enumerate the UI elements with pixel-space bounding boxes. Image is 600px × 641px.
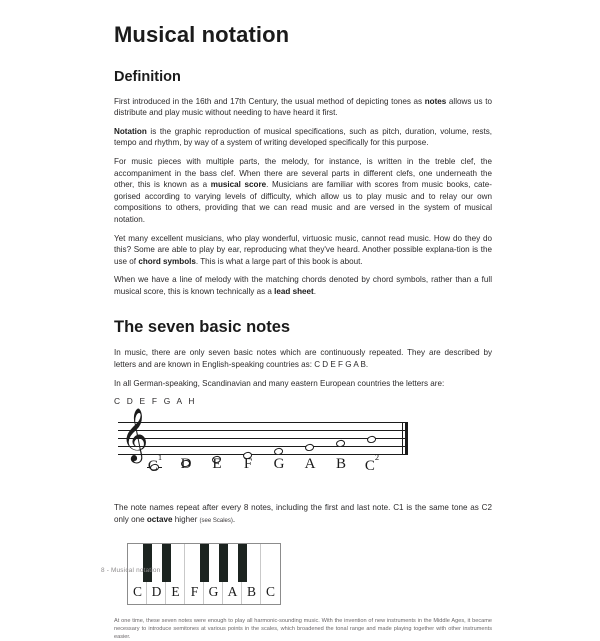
emphasis-term: Notation [114, 126, 147, 136]
piano-key-label-C-7: C [265, 584, 275, 600]
piano-keyboard-figure [127, 543, 281, 605]
text-run: . Musicians are familiar with scores from music books, cate-gorised according to varying levels of difficulty, which allow us to play music and to relay our own compositions to others, providing that we can read music and are versed in the system of musical notation. [114, 180, 492, 225]
note-label-C1: $C^1$ [147, 451, 163, 475]
text-run: First introduced in the 16th and 17th Century, the usual method of depicting tones as [114, 96, 425, 106]
page-content [114, 22, 492, 641]
text-run: allows us to distribute and play music without needing to have heard it first. [114, 96, 492, 118]
note-label-B: B [335, 456, 346, 473]
barline-thin [402, 422, 403, 454]
text-run: is the graphic reproduction of musical specifications, such as pitch, duration, volume, rests, tempo and rhythm, by way of a system of writing developed specifically for this purpose. [114, 126, 492, 148]
emphasis-term: octave [146, 514, 173, 524]
piano-black-key-0[interactable] [143, 544, 152, 582]
emphasis-term: lead sheet [274, 287, 314, 296]
note-label-octave: 2 [374, 451, 380, 462]
note-label-octave: 1 [157, 451, 163, 462]
note-label-D: D [180, 456, 192, 473]
paragraph-after-staff [114, 502, 492, 527]
definition-paragraphs [114, 96, 492, 298]
figure-footnote: At one time, these seven notes were enough to play all harmonic-sounding music. With the invention of new instruments in the Middle Ages, it became necessary to introduce semitones at various points in the scales, which broadened the tonal range and made playing together with other instruments easier. [114, 618, 492, 641]
staff-line [118, 446, 408, 447]
piano-black-key-1[interactable] [162, 544, 171, 582]
piano-key-label-F-3: F [190, 584, 199, 600]
text-run: . This is what a large part of this book is about. [195, 256, 363, 266]
paragraph-seven-notes-intro: In music, there are only seven basic notes which are continuously repeated. They are described by letters and are known in English-speaking countries as: C D E F G A B. [114, 348, 492, 369]
note-label-C2: $C^2$ [364, 451, 380, 475]
section-heading-seven-basic-notes: The seven basic notes [114, 317, 291, 336]
emphasis-term: notes [424, 96, 447, 106]
emphasis-term: chord symbols [138, 256, 196, 266]
paragraph [114, 274, 492, 297]
german-letters-line: C D E F G A H [114, 396, 197, 407]
text-run: The note names repeat after every 8 notes, including the first and last note. C1 is the same tone as C2 only one [114, 503, 492, 524]
piano-black-key-4[interactable] [238, 544, 247, 582]
text-run: For music pieces with multiple parts, the melody, for instance, is written in the treble clef, the accompaniment in the bass clef. When there are several parts in different clefs, one underneath the other, this is known as a [114, 157, 492, 190]
text-run: . [313, 287, 316, 296]
staff-line [118, 422, 408, 423]
barline-thick [405, 422, 408, 454]
paragraph [114, 156, 492, 226]
text-run: Yet many excellent musicians, who play wonderful, virtuosic music, cannot read music. How do they do this? Some are able to play by ear, reproducing what they've heard. Another possible explana-tion is the use of [114, 233, 492, 266]
paragraph-german-intro: In all German-speaking, Scandinavian and many eastern European countries the letters are: [114, 378, 445, 388]
piano-key-label-A-5: A [227, 584, 238, 600]
paragraph [114, 233, 492, 268]
page-footer: 8 - Musical notation [101, 567, 161, 574]
emphasis-term: musical score [210, 180, 267, 190]
piano-key-label-G-4: G [208, 584, 219, 600]
piano-key-label-B-6: B [246, 584, 256, 600]
piano-black-key-3[interactable] [219, 544, 228, 582]
note-label-G: G [273, 456, 285, 473]
piano-black-key-2[interactable] [200, 544, 209, 582]
page-title: Musical notation [114, 22, 290, 47]
piano-key-label-D-1: D [151, 584, 162, 600]
note-label-F: F [243, 456, 253, 473]
staff-line [118, 430, 408, 431]
note-label-A: A [304, 456, 316, 473]
treble-clef-icon: 𝄞 [121, 407, 149, 462]
piano-key-label-E-2: E [171, 584, 180, 600]
music-staff-figure [118, 407, 408, 476]
staff-lines [118, 422, 408, 454]
paragraph [114, 126, 492, 149]
text-run: higher [172, 514, 200, 524]
paragraph [114, 96, 492, 119]
note-label-E: E [212, 456, 222, 473]
piano-key-label-C-0: C [132, 584, 142, 600]
section-heading-definition: Definition [114, 69, 181, 86]
text-run: When we have a line of melody with the matching chords denoted by chord symbols, rather than a full musical score, this is known technically as a [114, 275, 492, 296]
text-run: . [232, 514, 236, 524]
staff-line [118, 438, 408, 439]
text-run: (see Scales) [199, 517, 233, 524]
